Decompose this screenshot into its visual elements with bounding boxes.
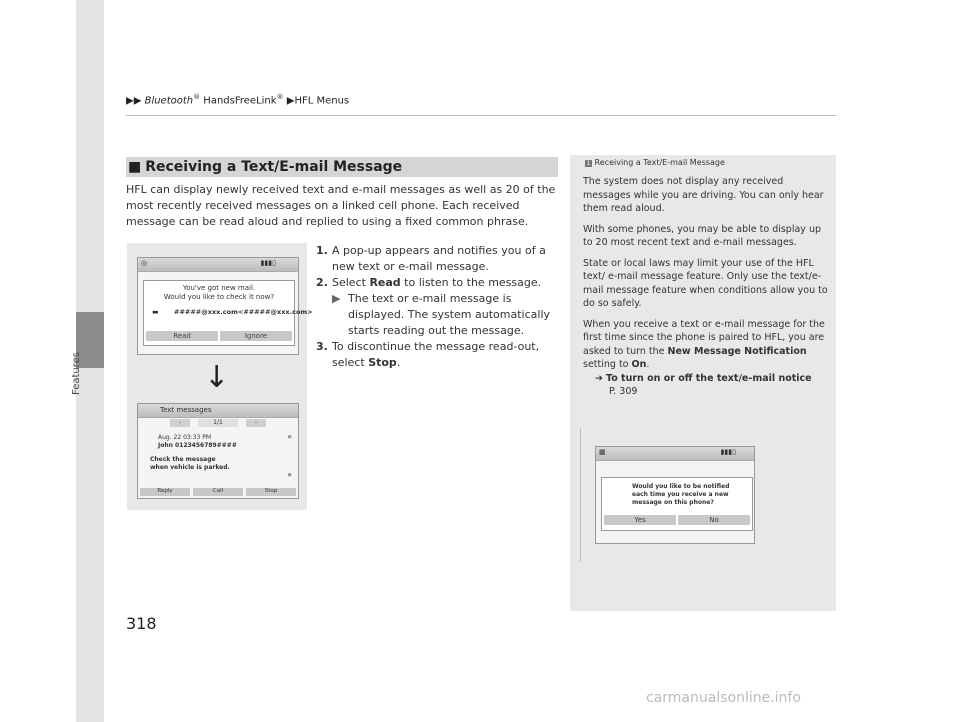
next-page-button[interactable]: -: [246, 419, 266, 427]
breadcrumb-section: HFL Menus: [294, 95, 350, 107]
section-title: Receiving a Text/E-mail Message: [145, 159, 403, 175]
square-bullet-icon: ■: [128, 159, 142, 175]
popup-line2: Would you like to check it now?: [163, 293, 275, 301]
notification-screen: [595, 446, 755, 544]
section-heading: [126, 157, 558, 177]
step-number: 3.: [316, 340, 328, 353]
down-arrow-icon: ↓: [204, 360, 230, 395]
popup-line1: You've got new mail.: [182, 284, 256, 292]
step-1: [316, 243, 561, 275]
step-text: to listen to the message.: [400, 276, 542, 289]
step-2: [316, 275, 561, 291]
scroll-down-icon[interactable]: »: [287, 470, 292, 479]
intro-paragraph: HFL can display newly received text and e-mail messages as well as 20 of the most recently received messages on a linked cell phone. Each received message can be read aloud and replied to using a fixed common phrase.: [126, 183, 556, 228]
note-paragraph: State or local laws may limit your use of the HFL text/ e-mail message feature. Only use the text/e-mail message feature when conditions allow you to do so safely.: [583, 257, 828, 309]
reference-page: P. 309: [609, 386, 638, 397]
message-date: Aug. 22 03:33 PM: [158, 434, 212, 441]
message-body-1: Check the message: [150, 456, 216, 463]
signal-icon: ▮▮▮▯: [260, 259, 276, 267]
message-from: John 0123456789####: [158, 442, 237, 449]
step-keyword: Read: [369, 276, 401, 289]
status-bar: [138, 404, 298, 418]
step-keyword: Stop: [368, 356, 397, 369]
note-text: When you receive a text or e-mail message for the first time since the phone is paired to HFL, you are asked to turn the: [583, 318, 825, 357]
step-3: [316, 339, 561, 371]
ignore-button[interactable]: Ignore: [220, 331, 292, 341]
read-button[interactable]: Read: [146, 331, 218, 341]
no-button[interactable]: No: [678, 515, 750, 525]
note-paragraph: The system does not display any received messages while you are driving. You can only hear them read aloud.: [583, 176, 824, 214]
popup-line2: each time you receive a new: [632, 491, 729, 498]
call-button[interactable]: Call: [193, 488, 243, 496]
step-text: .: [396, 356, 401, 369]
popup-address: #####@xxx.com<#####@xxx.com>: [174, 308, 313, 316]
grid-icon: ▦: [599, 448, 606, 456]
note-paragraph: [583, 318, 828, 372]
note-keyword: On: [631, 359, 647, 370]
prev-page-button[interactable]: -: [170, 419, 190, 427]
reference-title: To turn on or off the text/e-mail notice: [606, 372, 812, 384]
signal-icon: ▮▮▮▯: [720, 448, 736, 456]
note-body: [583, 175, 828, 399]
steps-list: [316, 243, 561, 371]
text-messages-screen: [137, 403, 299, 499]
popup-screen: [137, 257, 313, 355]
note-bullet-icon: 1: [586, 160, 591, 167]
breadcrumb-brand: Bluetooth: [144, 95, 194, 107]
breadcrumb: [126, 93, 349, 106]
watermark: carmanualsonline.info: [646, 690, 801, 706]
reference-arrow-icon: ➔: [595, 372, 603, 384]
home-icon: ◎: [141, 259, 148, 267]
chapter-label: Features: [71, 352, 82, 395]
step-substep: [332, 291, 561, 339]
step-text: To discontinue the message read-out, select: [332, 340, 540, 369]
note-title: [585, 158, 725, 167]
popup-line3: message on this phone?: [632, 499, 714, 506]
step-2-sub: [316, 291, 561, 339]
step-number: 1.: [316, 244, 328, 257]
stop-button[interactable]: Stop: [246, 488, 296, 496]
breadcrumb-product: HandsFreeLink: [200, 95, 277, 107]
substep-text: The text or e-mail message is displayed. The system automatically starts reading out the message.: [348, 292, 551, 337]
reg-mark: ®: [276, 93, 284, 101]
page-number: 318: [126, 614, 157, 633]
mail-icon: ▬: [152, 308, 159, 316]
breadcrumb-arrow-icon: ▶▶: [126, 95, 142, 107]
page-indicator: 1/1: [198, 419, 238, 427]
note-paragraph: With some phones, you may be able to display up to 20 most recent text and e-mail messages.: [583, 223, 821, 248]
notification-figure: [580, 428, 765, 562]
note-text: .: [646, 359, 650, 370]
scroll-up-icon[interactable]: «: [287, 432, 292, 441]
reply-button[interactable]: Reply: [140, 488, 190, 496]
new-mail-popup: [143, 280, 313, 346]
header-divider: [126, 115, 836, 116]
reg-mark: ®: [193, 93, 201, 101]
step-number: 2.: [316, 276, 328, 289]
status-bar: [138, 258, 298, 272]
status-bar: [596, 447, 754, 461]
popup-line1: Would you like to be notified: [632, 483, 730, 490]
note-title-text: Receiving a Text/E-mail Message: [594, 158, 725, 167]
note-keyword: New Message Notification: [667, 345, 807, 357]
notification-popup: [601, 477, 753, 531]
sub-arrow-icon: ▶: [332, 292, 341, 305]
screen-title: Text messages: [160, 406, 212, 414]
yes-button[interactable]: Yes: [604, 515, 676, 525]
cross-reference[interactable]: [583, 372, 828, 399]
breadcrumb-arrow-icon: ▶: [286, 95, 295, 107]
message-body-2: when vehicle is parked.: [150, 464, 230, 471]
step-text: A pop-up appears and notifies you of a new text or e-mail message.: [332, 244, 546, 273]
note-text: setting to: [583, 359, 632, 370]
step-text: Select: [332, 276, 370, 289]
